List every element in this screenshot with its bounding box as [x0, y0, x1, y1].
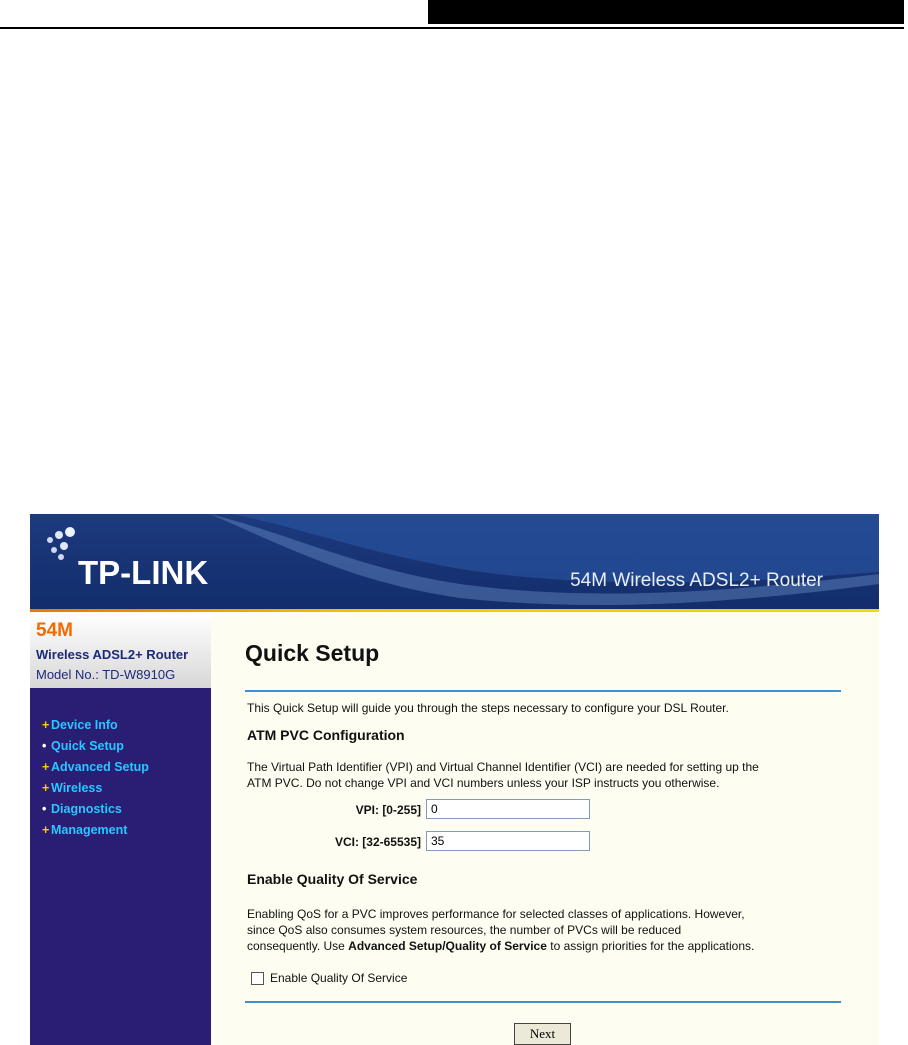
expand-icon: +: [42, 823, 50, 837]
qos-advanced-setup-ref: Advanced Setup/Quality of Service: [348, 939, 547, 953]
nav-item-advanced-setup[interactable]: [42, 760, 149, 781]
qos-desc-line2: since QoS also consumes system resources, the number of PVCs will be reduced: [247, 923, 682, 937]
qos-desc-line3: [247, 938, 754, 954]
tplink-logo-icon: [42, 526, 82, 562]
vpi-input[interactable]: [426, 799, 590, 819]
qos-checkbox-label: Enable Quality Of Service: [270, 971, 408, 985]
nav-item-wireless[interactable]: [42, 781, 149, 802]
bullet-icon: •: [42, 802, 47, 816]
document-header-bar: [428, 0, 904, 24]
model-name: Wireless ADSL2+ Router: [36, 647, 189, 662]
nav-label: Wireless: [51, 781, 103, 795]
expand-icon: +: [42, 781, 50, 795]
nav-item-management[interactable]: [42, 823, 149, 844]
page-title: Quick Setup: [245, 640, 380, 666]
intro-text: This Quick Setup will guide you through the steps necessary to configure your DSL Router.: [247, 701, 729, 715]
expand-icon: +: [42, 760, 50, 774]
tplink-logo-text: TP-LINK: [78, 554, 209, 591]
qos-desc-line3-post: to assign priorities for the applications.: [546, 939, 755, 953]
qos-desc-line1: Enabling QoS for a PVC improves performance for selected classes of applications. However,: [247, 907, 745, 921]
qos-desc-line3-pre: consequently. Use: [247, 939, 349, 953]
vci-label: VCI: [32-65535]: [334, 835, 421, 849]
qos-checkbox-row[interactable]: [251, 971, 407, 985]
bullet-icon: •: [42, 739, 47, 753]
model-info-box: [30, 614, 211, 688]
nav-label: Management: [51, 823, 128, 837]
header-banner: [30, 514, 879, 612]
main-content: [211, 614, 879, 1045]
nav-item-device-info[interactable]: [42, 718, 149, 739]
qos-section-heading: Enable Quality Of Service: [247, 871, 418, 887]
sidebar: [30, 614, 211, 1045]
router-web-ui: [30, 514, 879, 1045]
sidebar-nav: [42, 718, 149, 844]
nav-item-quick-setup[interactable]: [42, 739, 149, 760]
vpi-label: VPI: [0-255]: [355, 803, 421, 817]
header-product-title: 54M Wireless ADSL2+ Router: [570, 570, 823, 591]
nav-label: Device Info: [51, 718, 118, 732]
nav-label: Quick Setup: [51, 739, 124, 753]
atm-section-heading: ATM PVC Configuration: [247, 727, 405, 743]
atm-desc-line1: The Virtual Path Identifier (VPI) and Virtual Channel Identifier (VCI) are needed for setting up the: [247, 760, 759, 774]
expand-icon: +: [42, 718, 50, 732]
atm-desc-line2: ATM PVC. Do not change VPI and VCI numbers unless your ISP instructs you otherwise.: [247, 776, 720, 790]
header-accent-stripe: [30, 609, 879, 612]
nav-label: Advanced Setup: [51, 760, 149, 774]
vci-input[interactable]: [426, 831, 590, 851]
nav-label: Diagnostics: [51, 802, 122, 816]
qos-checkbox[interactable]: [251, 972, 264, 985]
bottom-divider: [245, 1001, 841, 1003]
document-header-rule: [0, 27, 904, 29]
next-button[interactable]: Next: [514, 1023, 571, 1045]
top-divider: [245, 690, 841, 692]
nav-item-diagnostics[interactable]: [42, 802, 149, 823]
model-number: Model No.: TD-W8910G: [36, 667, 176, 682]
model-speed: 54M: [36, 620, 73, 641]
